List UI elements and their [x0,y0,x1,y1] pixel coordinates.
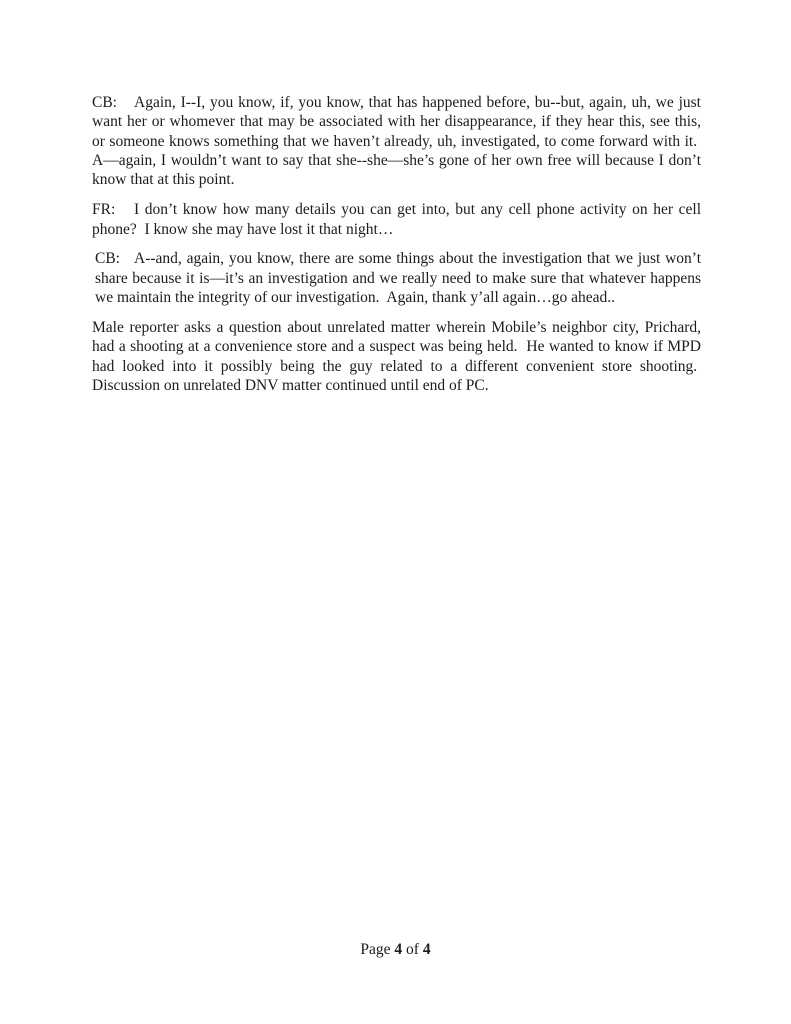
transcript-paragraph-fr-1 [92,200,701,239]
transcript-paragraph-cb-2 [92,249,701,307]
speaker-label: CB: [95,250,120,268]
transcript-paragraph-narration [92,318,701,395]
transcript-paragraph-cb-1 [92,93,701,190]
footer-total-pages: 4 [422,941,431,958]
footer-page-label: Page [360,941,391,958]
paragraph-text: A--and, again, you know, there are some things about the investigation that we just won’t share because it is—it’s an investigation and we really need to make sure that whatever happens we maintain the integrity of our investigation. Again, thank y’all again…go ahead.. [95,250,701,307]
page-footer [0,940,791,959]
footer-current-page: 4 [394,941,403,958]
paragraph-text: Male reporter asks a question about unrelated matter wherein Mobile’s neighbor city, Prichard, had a shooting at a convenience store and a suspect was being held. He wanted to know if MPD had looked into it possibly being the guy related to a different convenient store shooting. Discussion on unrelated DNV matter continued until end of PC. [92,318,701,394]
footer-of-label: of [406,941,419,958]
paragraph-text: I don’t know how many details you can get into, but any cell phone activity on her cell phone? I know she may have lost it that night… [92,201,701,238]
speaker-label: CB: [92,94,117,111]
transcript-body [92,93,701,406]
speaker-label: FR: [92,201,116,219]
paragraph-text: Again, I--I, you know, if, you know, that has happened before, bu--but, again, uh, we just want her or whomever that may be associated with her disappearance, if they hear this, see this, or someone knows something that we haven’t already, uh, investigated, to come forward with it. A—again, I wouldn’t want to say that she--she—she’s gone of her own free will because I don’t know that at this point. [92,94,701,189]
